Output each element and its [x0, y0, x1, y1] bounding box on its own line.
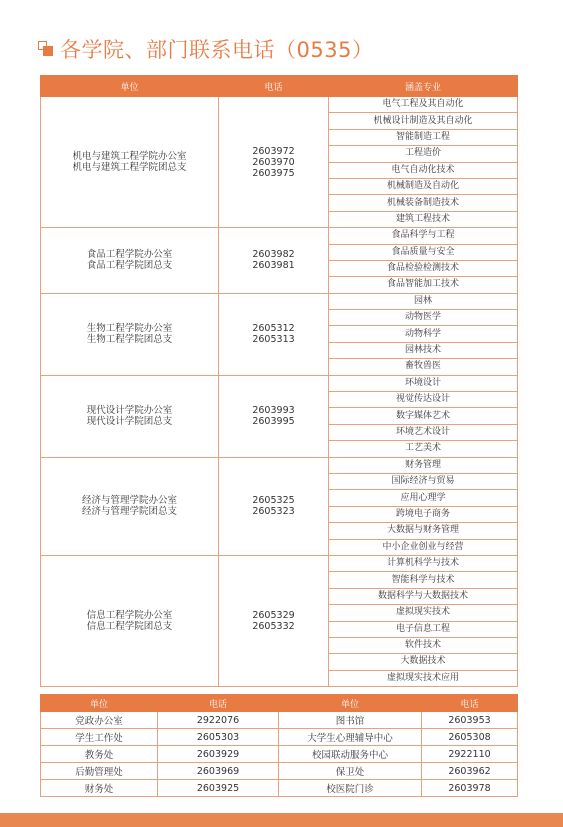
major-cell: 电气自动化技术 — [329, 162, 518, 178]
major-cell: 动物科学 — [329, 326, 518, 342]
table-row — [41, 293, 518, 309]
header-phone: 电话 — [219, 76, 329, 97]
major-cell: 食品检验检测技术 — [329, 260, 518, 276]
phone-cell — [219, 555, 329, 686]
header-majors: 涵盖专业 — [329, 76, 518, 97]
phone-number: 2603981 — [252, 260, 295, 272]
dept-name-cell: 学生工作处 — [41, 729, 158, 746]
dept-phone-cell: 2603925 — [158, 780, 279, 797]
unit-name: 信息工程学院团总支 — [86, 621, 173, 632]
major-cell: 电气工程及其自动化 — [329, 97, 518, 113]
major-cell: 跨境电子商务 — [329, 506, 518, 522]
phone-number: 2603970 — [252, 156, 295, 168]
dept-name-cell: 校园联动服务中心 — [279, 746, 422, 763]
table-row — [41, 228, 518, 244]
dept-name-cell: 后勤管理处 — [41, 763, 158, 780]
dept-phone-cell: 2603962 — [422, 763, 518, 780]
major-cell: 虚拟现实技术应用 — [329, 670, 518, 686]
header-phone: 电话 — [422, 695, 518, 712]
unit-name: 经济与管理学院办公室 — [81, 495, 177, 507]
unit-cell — [41, 97, 219, 228]
table-row — [41, 780, 518, 797]
table-row — [41, 729, 518, 746]
major-cell: 视觉传达设计 — [329, 392, 518, 408]
major-cell: 环境设计 — [329, 375, 518, 391]
phone-number: 2605323 — [252, 506, 295, 518]
major-cell: 建筑工程技术 — [329, 211, 518, 227]
dept-phone-cell: 2922110 — [422, 746, 518, 763]
table-row — [41, 97, 518, 113]
unit-name: 机电与建筑工程学院办公室 — [72, 151, 187, 163]
unit-name: 现代设计学院团总支 — [86, 416, 173, 428]
major-cell: 智能制造工程 — [329, 129, 518, 145]
phone-cell — [219, 457, 329, 555]
major-cell: 国际经济与贸易 — [329, 473, 518, 489]
phone-number: 2605329 — [252, 610, 295, 621]
major-cell: 机械装备制造技术 — [329, 195, 518, 211]
dept-phone-cell: 2605303 — [158, 729, 279, 746]
dept-phone-cell: 2603929 — [158, 746, 279, 763]
phone-number: 2605332 — [252, 621, 295, 632]
dept-name-cell: 财务处 — [41, 780, 158, 797]
dept-phone-cell: 2603969 — [158, 763, 279, 780]
major-cell: 园林 — [329, 293, 518, 309]
dept-phone-cell: 2605308 — [422, 729, 518, 746]
phone-number: 2603982 — [252, 249, 295, 261]
major-cell: 数据科学与大数据技术 — [329, 588, 518, 604]
table-row — [41, 555, 518, 571]
dept-name-cell: 大学生心理辅导中心 — [279, 729, 422, 746]
major-cell: 食品质量与安全 — [329, 244, 518, 260]
major-cell: 工程造价 — [329, 146, 518, 162]
unit-name: 现代设计学院办公室 — [86, 405, 173, 417]
phone-number: 2605313 — [252, 334, 295, 346]
table-row — [41, 457, 518, 473]
unit-name: 生物工程学院办公室 — [86, 323, 173, 335]
dept-name-cell: 教务处 — [41, 746, 158, 763]
major-cell: 大数据技术 — [329, 654, 518, 670]
major-cell: 机械设计制造及其自动化 — [329, 113, 518, 129]
dept-name-cell: 校医院门诊 — [279, 780, 422, 797]
header-unit: 单位 — [41, 695, 158, 712]
phone-number: 2605325 — [252, 495, 295, 507]
phone-cell — [219, 375, 329, 457]
dept-phone-cell: 2603978 — [422, 780, 518, 797]
unit-cell — [41, 555, 219, 686]
college-contact-table — [40, 75, 518, 687]
major-cell: 大数据与财务管理 — [329, 523, 518, 539]
major-cell: 机械制造及自动化 — [329, 178, 518, 194]
squares-icon — [38, 41, 54, 57]
phone-number: 2603993 — [252, 405, 295, 417]
major-cell: 食品智能加工技术 — [329, 277, 518, 293]
unit-name: 食品工程学院办公室 — [86, 249, 173, 261]
dept-phone-cell: 2603953 — [422, 712, 518, 729]
major-cell: 电子信息工程 — [329, 621, 518, 637]
page-title — [38, 36, 373, 62]
phone-number: 2603972 — [252, 145, 295, 157]
major-cell: 工艺美术 — [329, 441, 518, 457]
major-cell: 计算机科学与技术 — [329, 555, 518, 571]
dept-phone-cell: 2922076 — [158, 712, 279, 729]
major-cell: 食品科学与工程 — [329, 228, 518, 244]
phone-number: 2605312 — [252, 323, 295, 335]
major-cell: 中小企业创业与经营 — [329, 539, 518, 555]
unit-name: 食品工程学院团总支 — [86, 260, 173, 272]
footer-bar — [0, 813, 563, 827]
major-cell: 智能科学与技术 — [329, 572, 518, 588]
unit-cell — [41, 228, 219, 294]
header-phone: 电话 — [158, 695, 279, 712]
major-cell: 应用心理学 — [329, 490, 518, 506]
phone-cell — [219, 293, 329, 375]
table-row — [41, 712, 518, 729]
table-header-row — [41, 76, 518, 97]
table-row — [41, 375, 518, 391]
unit-name: 信息工程学院办公室 — [86, 610, 173, 621]
table-header-row — [41, 695, 518, 712]
phone-number: 2603995 — [252, 416, 295, 428]
table-row — [41, 763, 518, 780]
phone-cell — [219, 97, 329, 228]
major-cell: 园林技术 — [329, 342, 518, 358]
page-title-text: 各学院、部门联系电话（0535） — [60, 38, 374, 62]
department-contact-table — [40, 694, 518, 797]
major-cell: 畜牧兽医 — [329, 359, 518, 375]
unit-name: 机电与建筑工程学院团总支 — [72, 162, 187, 174]
dept-name-cell: 保卫处 — [279, 763, 422, 780]
major-cell: 动物医学 — [329, 310, 518, 326]
major-cell: 财务管理 — [329, 457, 518, 473]
phone-cell — [219, 228, 329, 294]
unit-cell — [41, 293, 219, 375]
unit-name: 生物工程学院团总支 — [86, 334, 173, 346]
unit-cell — [41, 375, 219, 457]
header-unit: 单位 — [41, 76, 219, 97]
unit-cell — [41, 457, 219, 555]
major-cell: 虚拟现实技术 — [329, 605, 518, 621]
unit-name: 经济与管理学院团总支 — [81, 506, 177, 518]
header-unit: 单位 — [279, 695, 422, 712]
phone-number: 2603975 — [252, 167, 295, 179]
table-row — [41, 746, 518, 763]
dept-name-cell: 图书馆 — [279, 712, 422, 729]
dept-name-cell: 党政办公室 — [41, 712, 158, 729]
major-cell: 环境艺术设计 — [329, 424, 518, 440]
major-cell: 软件技术 — [329, 637, 518, 653]
major-cell: 数字媒体艺术 — [329, 408, 518, 424]
